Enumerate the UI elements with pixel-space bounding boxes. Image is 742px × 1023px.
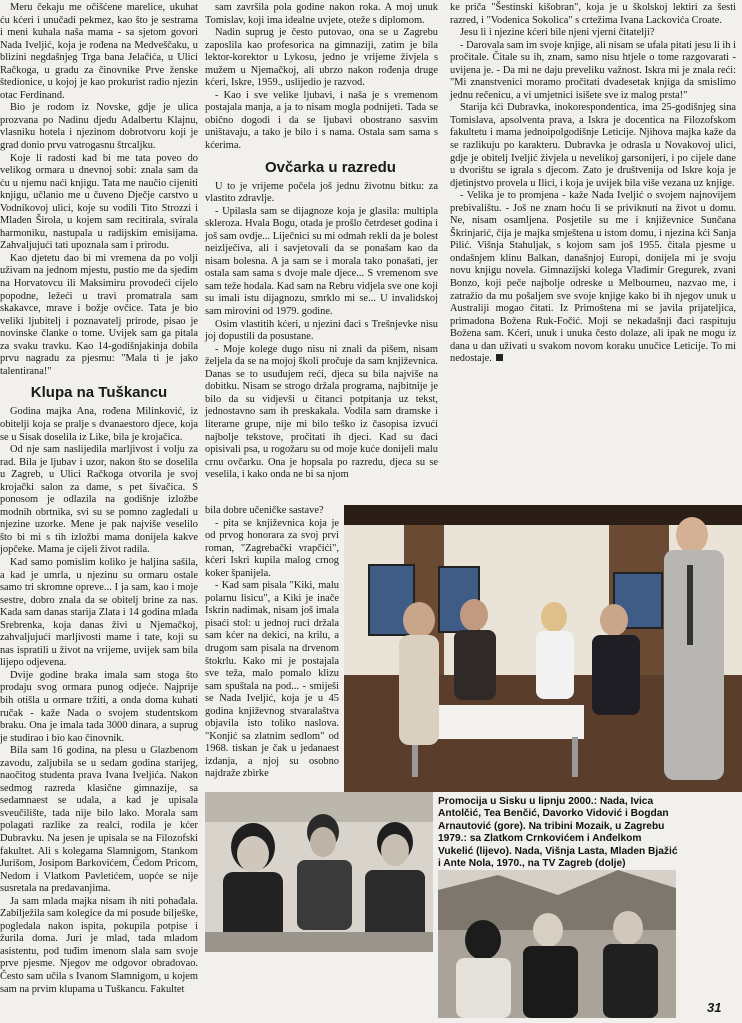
paragraph: Jesu li i njezine kćeri bile njeni vjerni čitatelji? <box>460 27 655 39</box>
paragraph: Dvije godine braka imala sam stoga što prodaju svog ormara punog odjeće. Najprije bih otišla u ormare tržiti, a onda doma kuhati ručak - kaže Nada o svojem studentskom braku. Ona je imala tada 3000 dinara, a suprug je studirao i bio kao činovnik. <box>0 669 198 744</box>
paragraph: - Moje kolege dugo nisu ni znali da pišem, nisam željela da se na mojoj školi pročuje da sam književnica. Danas se to usuđujem reći, djeca su bila najviše na dobitku. Nisam se strogo držala programa, najbitnije je bilo da su vidjevši u čitanci potpitanja uz tekst, jednostavno sam ih preskakala. Vodila sam dramske i literarne grupe, nije mi bilo teško iz časopisa izvući najbolje tekstove, pročitati ih djeci. Kad su đaci opisivali psa, u rogožaru su od moje kuće donijeli malu crnu ovčarku. Ona je hopsala po razredu, djeca su se veselila, i kako onda ne bi sa njom <box>205 343 438 481</box>
paragraph <box>450 190 736 366</box>
article-column-2-continued <box>205 505 339 787</box>
paragraph: Od nje sam naslijedila marljivost i volju za rad. Bila je ljubav i uzor, nakon što se doselila u Zagreb, u Ulici Račkoga otvorila je svoj krojački salon za dame, s pet šivačica. S ponosom je odlazila na godišnje izložbe modnih obrtnika, svi su se pomno zagledali u njezine uzorke. Mene je pak najviše veselilo što bi mi s tih izložbi mama donijela kakve jopčeke. Mama je cijeli život radila. <box>0 444 198 556</box>
paragraph: sam završila pola godine nakon roka. A moj unuk Tomislav, koji ima idealne uvjete, oteže s diplomom. <box>205 2 438 26</box>
paragraph: Godina majka Ana, rođena Milinković, iz obitelji koja se pralje s dvanaestoro djece, koja se u Sisak doselila iz Like, bila je krojačica. <box>0 406 198 443</box>
end-of-article-mark <box>496 354 503 361</box>
paragraph: - Kad sam pisala "Kiki, malu polarnu lisicu", a Kiki je inače Iskrin nadimak, nisam još imala pisaći stol: u jednoj ruci držala sam kćer na dekici, na krilu, a drugom sam pisala na drvenom štokrlu. Kako mi je postajala sve teža, malo pomalo klizu sam spuštala na pod... - smiješi se Nada Ivelјić, koja je u 45 godina književnog stvaralaštva objavila isto toliko naslova. "Konjić sa zlatnim sedlom" od 1968. tiskan je čak u jedanaest izdanja, a njoj su osobno najdraže zbirke <box>205 580 339 780</box>
photo-caption: Promocija u Sisku u lipnju 2000.: Nada, Ivica Antolčić, Tea Benčić, Davorko Vidović i Bogdan Arnautović (gore). Na tribini Mozaik, u Zagrebu 1979.: sa Zlatkom Crnkovićem i Anđelkom Vukelić (lijevo). Nada, Višnja Lasta, Mladen Bjažić i Ante Nola, 1970., na TV Zagreb (dolje) <box>438 796 678 870</box>
paragraph: Starija kći Dubravka, inokorespondentica, ima 25-godišnjeg sina Tomislava, apsolventa prava, a Iskra je docentica na Filozofskom fakultetu i mama jednoipolgodišnje Leticije. Njihova majka kaže da se razlikuju po karakteru. Dubravka je odrasla u Novakovoj ulici, gdje je obitelj Ivelјić živjela u nevelikoj garsonijeri, i po cijele dane u dvorištu se igrala s djecom. Zato je društvenija od Iskre koja je djetinjstvo provela u Ilici, i koja je uvijek bila više vezana uz knjige. <box>450 102 736 189</box>
section-heading-ovcarka: Ovčarka u razredu <box>265 158 396 176</box>
paragraph: Meru čekaju me očišćene marelice, ukuhat ću kćeri i unučadi pekmez, kao što je sestrama i meni kuhala naša mama - sa sjetom govori Nada Ivelјić, koja je rođena na Medveščaku, u blizini negdašnjeg Trga bana Jelačića, u Ulici Račkoga, u gradu za činovnike Prve ženske štedionice, u kojoj je kao prokurist radio njezin otac Ferdinand. <box>0 2 198 101</box>
paragraph: Koje li radosti kad bi me tata poveo do velikog ormara u dnevnoj sobi: znala sam da ću u njemu naći knjigu. Tata me naučio cijeniti knjigu, učlanio me u čuveno Dječje carstvo u Vodnikovoj ulici, koje su vodili Tito Strozzi i Mladen Širola, u kojem sam recitirala, svirala harmoniku, nastupala u radijskim emisijama. Zahvaljujući tati upoznala sam i prirodu. <box>0 152 198 252</box>
photo-book-promotion <box>344 505 742 792</box>
paragraph: - Kao i sve velike ljubavi, i naša je s vremenom postajala manja, a ja to nisam mogla podnijeti. Tada se obično dogodi i da se ljubavi obostrano sasvim uništavaju, a tako je bilo i s nama. Ostala sam sama s kćerima. <box>205 89 438 152</box>
paragraph: Osim vlastitih kćeri, u njezini đaci s Trešnjevke nisu joj dopustili da posustane. <box>205 318 438 343</box>
article-column-3 <box>450 2 736 502</box>
paragraph: Kao djetetu dao bi mi vremena da po volji uživam na jednom mjestu, pustio me da sjedim na Horvatovcu ili Maksimiru provodeći cijelo popodne, ležeći u travi promatrala sam skakavce, mrave i božje ovčice. Tata je bio veliki ljubitelj i poznavatelj prirode, pisao je novinske članke o tome. Uvijek sam ga pitala za svaku travku. Kao 14-godišnjakinja dobila prvu nagradu za pjesmu: "Mala ti je jako talentirana!" <box>0 252 198 377</box>
paragraph: Bio je rodom iz Novske, gdje je ulica prozvana po Nadinu djedu Adalbertu Klajnu, vlasniku hotela i njezinom dobrotvoru koji je grad donio prvu vatrogasnu štrcaljku. <box>0 102 198 152</box>
paragraph: Ja sam mlada majka nisam ih niti pohađala. Zabilježila sam kolegice da mi posude bilješke, pogledala nakon ispita, pokupila potpise i žurila doma. Juri je mlad, tada mladom asistentu, pod tuđim imenom slala sam svoje prve pjesme. Njegov me odgovor obradovao. Često sam učila s Ivanom Slamnigom, u kojem sam na prvim klupama u Tuškancu. Fakultet <box>0 895 198 995</box>
paragraph: - Darovala sam im svoje knjige, ali nisam se ufala pitati jesu li ih i pročitale. Čitale su ih, znam, samo nisu htjele o tome razgovarati - uvijena je. - Da mi ne daju preveliku važnost. Iskra mi je znala reći: "Mi znanstvenici moramo pročitati dvadesetak knjiga da smislimo jednu rečenicu, a vi umjetnici isišete sve iz malog prsta!" <box>450 39 736 101</box>
paragraph: Kad samo pomislim koliko je haljina sašila, a kad je umrla, u njezinu su ormaru ostale samo tri skromne opreve... I ja sam, kao i moje sestre, dobro znala da se obitelj brine za nas. Kada sam danas starija Zlata i 14 godina mlađa Srebrenka, koja danas živi u Njemačkoj, zahvaljujući marljivosti mame i tate, koji su nas ispratili u život na vrijeme, uvijek sam bila lijepo odjevena. <box>0 556 198 669</box>
paragraph: - Upilasla sam se dijagnoze koja je glasila: multipla skleroza. Hvala Bogu, otada je prošlo četrdeset godina i još sam ovdje... Liječnici su mi odmah rekli da je bolest neizlječiva, ali i savjetovali da se ponašam kao da nisam bolesna. A ja sam se i morala tako ponašati, jer ostala sam sama s dvoje male djece... S vremenom sve sam teže hodala. Kad sam na Rebru vidjela sve one koji su imali istu dijagnozu, smrklo mi se... U invalidskoj sam mirovini od 1979. godine. <box>205 205 438 318</box>
paragraph: U to je vrijeme počela još jednu životnu bitku: za vlastito zdravlje. <box>205 180 438 205</box>
paragraph: ke priča "Šestinski kišobran", koja je u školskoj lektiri za šesti razred, i "Vodenica Sokolica" s crtežima Ivana Lackovića Croate. <box>450 2 736 26</box>
photo-tribina-mozaik <box>205 792 433 952</box>
paragraph: Bila sam 16 godina, na plesu u Glazbenom zavodu, zaljubila se u sedam godina starijeg, naočitog studenta prava Ivana Ivelјića. Nakon sedmog razreda klasične gimnazije, sa sedamnaest se udala, a kad je upisala sveučilište, tada nije bilo lako. Morala sam polagati razlike za realci, rodila je kćer Dubravku. Na jesen je upisala se na Filozofski fakultet. Ali s kolegama Slamnigom, Stankom Jurišom, Josipom Barkovićem, Čedom Pricom, Nedom i Vlatkom Pavletićem, uopće se nije susretala na predavanjima. <box>0 745 198 895</box>
photo-tv-zagreb <box>438 870 676 1018</box>
paragraph: - pita se književnica koja je od prvog honorara za svoj prvi roman, "Zagrebački vrapčići", kćeri Iskri kupila malog crnog koker španijela. <box>205 517 339 579</box>
paragraph: bila dobre učeničke sastave? <box>205 505 324 516</box>
article-column-2 <box>205 2 438 502</box>
paragraph-text: - Velika je to promjena - kaže Nada Ivelјić o svojem najnovijem prebivalištu. - Još ne znam hoću li se priviknuti na život u domu. Ne, nisam osamljena. Posjetile su me i književnice Sunčana Škrinjarić, čija je majka smještena u istom domu, i njezina kći Sanja Pilić. Višnja Stahuljak, s kojom sam još 1955. čitala pjesme u ondašnjem klinu Balkan, današnjoj Europi, donijela mi je svoju novu knjigu novela. Gimnazijski kolega Vladimir Gregurek, zvani Bonzo, koji peče najbolje odreske u Melbourneu, nazvao me, i zatražio da mu pošaljem sve svoje knjige kako bi ih njegov unuk u Australiji mogao čitati. Iz Primoštena mi se javila prijateljica, primadona Božena Ruk-Fočić. Moji se nekadašnji đaci raspituju Božena sam. Kćeri, unuk i unuka često dolaze, ali ipak ne mogu iz dana u dan uživati u svakom novom koraku unučice Leticije. To mi nedostaje. <box>450 190 736 365</box>
paragraph: Nadin suprug je često putovao, ona se u Zagrebu zaposlila kao profesorica na gimnaziji, zatim je bila lektor-korektor u Lykosu, jedno je vrijeme živjela s mužem u Njemačkoj, ali ubrzo nakon rođenja druge kćeri, Iskre, 1959., uslijedio je razvod. <box>205 27 438 89</box>
section-heading-klupa: Klupa na Tuškancu <box>30 384 168 402</box>
page-number: 31 <box>707 1000 722 1015</box>
article-column-1 <box>0 2 198 995</box>
